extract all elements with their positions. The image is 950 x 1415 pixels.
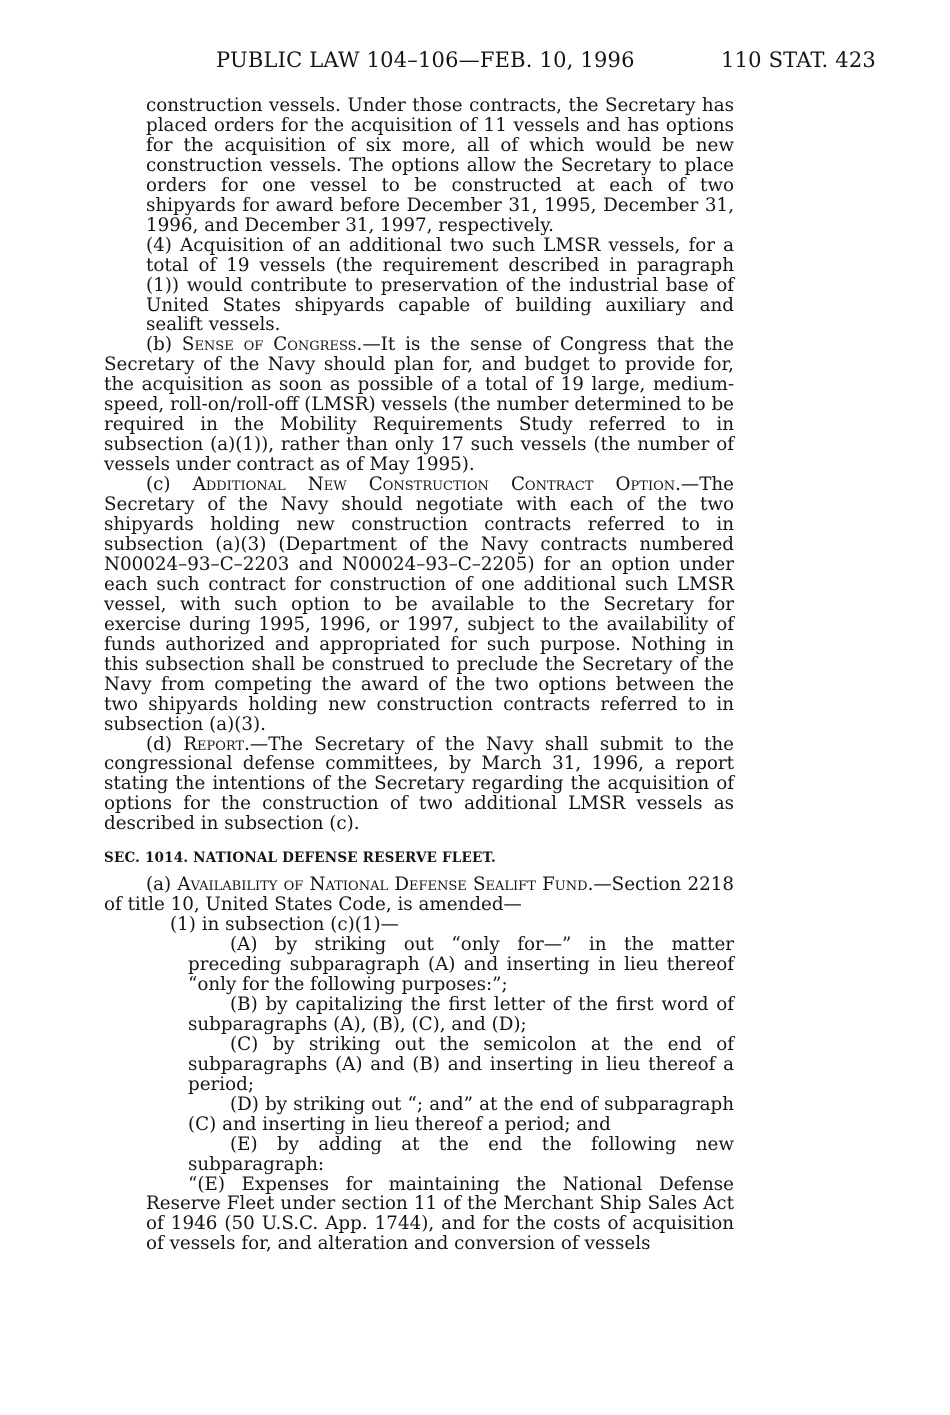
subsection-a-heading: Availability of National Defense Sealift Fund [177,874,588,896]
subparagraph-E-text: (E) by adding at the end the following new subparagraph: [188,1133,734,1175]
subsection-c-text: .—The Secretary of the Navy should negotiate with each of the two shipyards holding new construction contracts referred to in subsection (a)(3) (Department of the Navy contracts numbered N00024–93–C–2203 and N00024–93–C–2205) for an option under each such contract for construction of one additional such LMSR vessel, with such option to be available to the Secretary for exercise during 1995, 1996, or 1997, subject to the availability of funds authorized and appropriated for such purpose. Nothing in this subsection shall be construed to preclude the Secretary of the Navy from competing the award of the two options between the two shipyards holding new construction contracts referred to in subsection (a)(3). [104,474,734,735]
paragraph-continuation: construction vessels. Under those contracts, the Secretary has placed orders for the acquisition of 11 vessels and has options for the acquisition of six more, all of which would be new construction vessels. The options allow the Secretary to place orders for one vessel to be constructed at each of two shipyards for award before December 31, 1995, December 31, 1996, and December 31, 1997, respectively. [146,95,734,236]
subsection-d-text: .—The Secretary of the Navy shall submit to the congressional defense committees, by March 31, 1996, a report stating the intentions of the Secretary regarding the acquisition of options for the construction of two additional LMSR vessels as described in subsection (c). [104,733,735,835]
page-header [216,48,876,78]
subsection-c-heading: Additional New Construction Contract Option [192,474,676,496]
subparagraph-D-text: (D) by striking out “; and” at the end of subparagraph (C) and inserting in lieu thereof a period; and [188,1093,734,1135]
subparagraph-A-text: (A) by striking out “only for—” in the matter preceding subparagraph (A) and inserting in lieu thereof “only for the following purposes:”; [188,934,734,995]
subsection-c-label: (c) [146,474,171,496]
subparagraph-C [104,1035,734,1095]
paragraph-a1: (1) in subsection (c)(1)— [170,914,399,936]
subsection-b [104,335,734,475]
subparagraph-B [104,995,734,1035]
subparagraph-E [104,1135,734,1175]
stat-page-number: 110 STAT. 423 [721,48,876,72]
subsection-b-text: .—It is the sense of Congress that the Secretary of the Navy should plan for, and budget to provide for, the acquisition as soon as possible of a total of 19 large, medium-speed, roll-on/roll-off (LMSR) vessels (the number determined to be required in the Mobility Requirements Study referred to in subsection (a)(1)), rather than only 17 such vessels (the number of vessels under contract as of May 1995). [104,334,734,476]
section-1014-subsection-a [104,875,734,915]
subsection-b-label: (b) [146,334,172,356]
subsection-a-text: .—Section 2218 of title 10, United States Code, is amended— [104,874,734,916]
quoted-subparagraph-E: “(E) Expenses for maintaining the National Defense Reserve Fleet under section 11 of the Merchant Ship Sales Act of 1946 (50 U.S.C. App. 1744), and for the costs of acquisition of vessels for, and alteration and conversion of vessels [146,1173,734,1255]
subsection-b-heading: Sense of Congress [181,334,357,356]
subsection-d-heading: Report [183,733,245,755]
subsection-d-label: (d) [146,733,172,755]
paragraph-4: (4) Acquisition of an additional two such LMSR vessels, for a total of 19 vessels (the requirement described in paragraph (1)) would contribute to preservation of the industrial base of United States shipyards capable of building auxiliary and sealift vessels. [146,234,734,336]
subsection-c [104,475,734,734]
subparagraph-C-text: (C) by striking out the semicolon at the end of subparagraphs (A) and (B) and inserting in lieu thereof a period; [188,1033,734,1095]
subparagraph-B-text: (B) by capitalizing the first letter of the first word of subparagraphs (A), (B), (C), and (D); [188,993,734,1035]
running-title: PUBLIC LAW 104–106—FEB. 10, 1996 [216,48,635,72]
subsection-d [104,735,734,835]
subparagraph-A [104,935,734,995]
subparagraph-D [104,1095,734,1135]
subsection-a-label: (a) [146,874,172,896]
page-body [104,96,734,1254]
section-heading: SEC. 1014. NATIONAL DEFENSE RESERVE FLEET. [104,850,496,867]
